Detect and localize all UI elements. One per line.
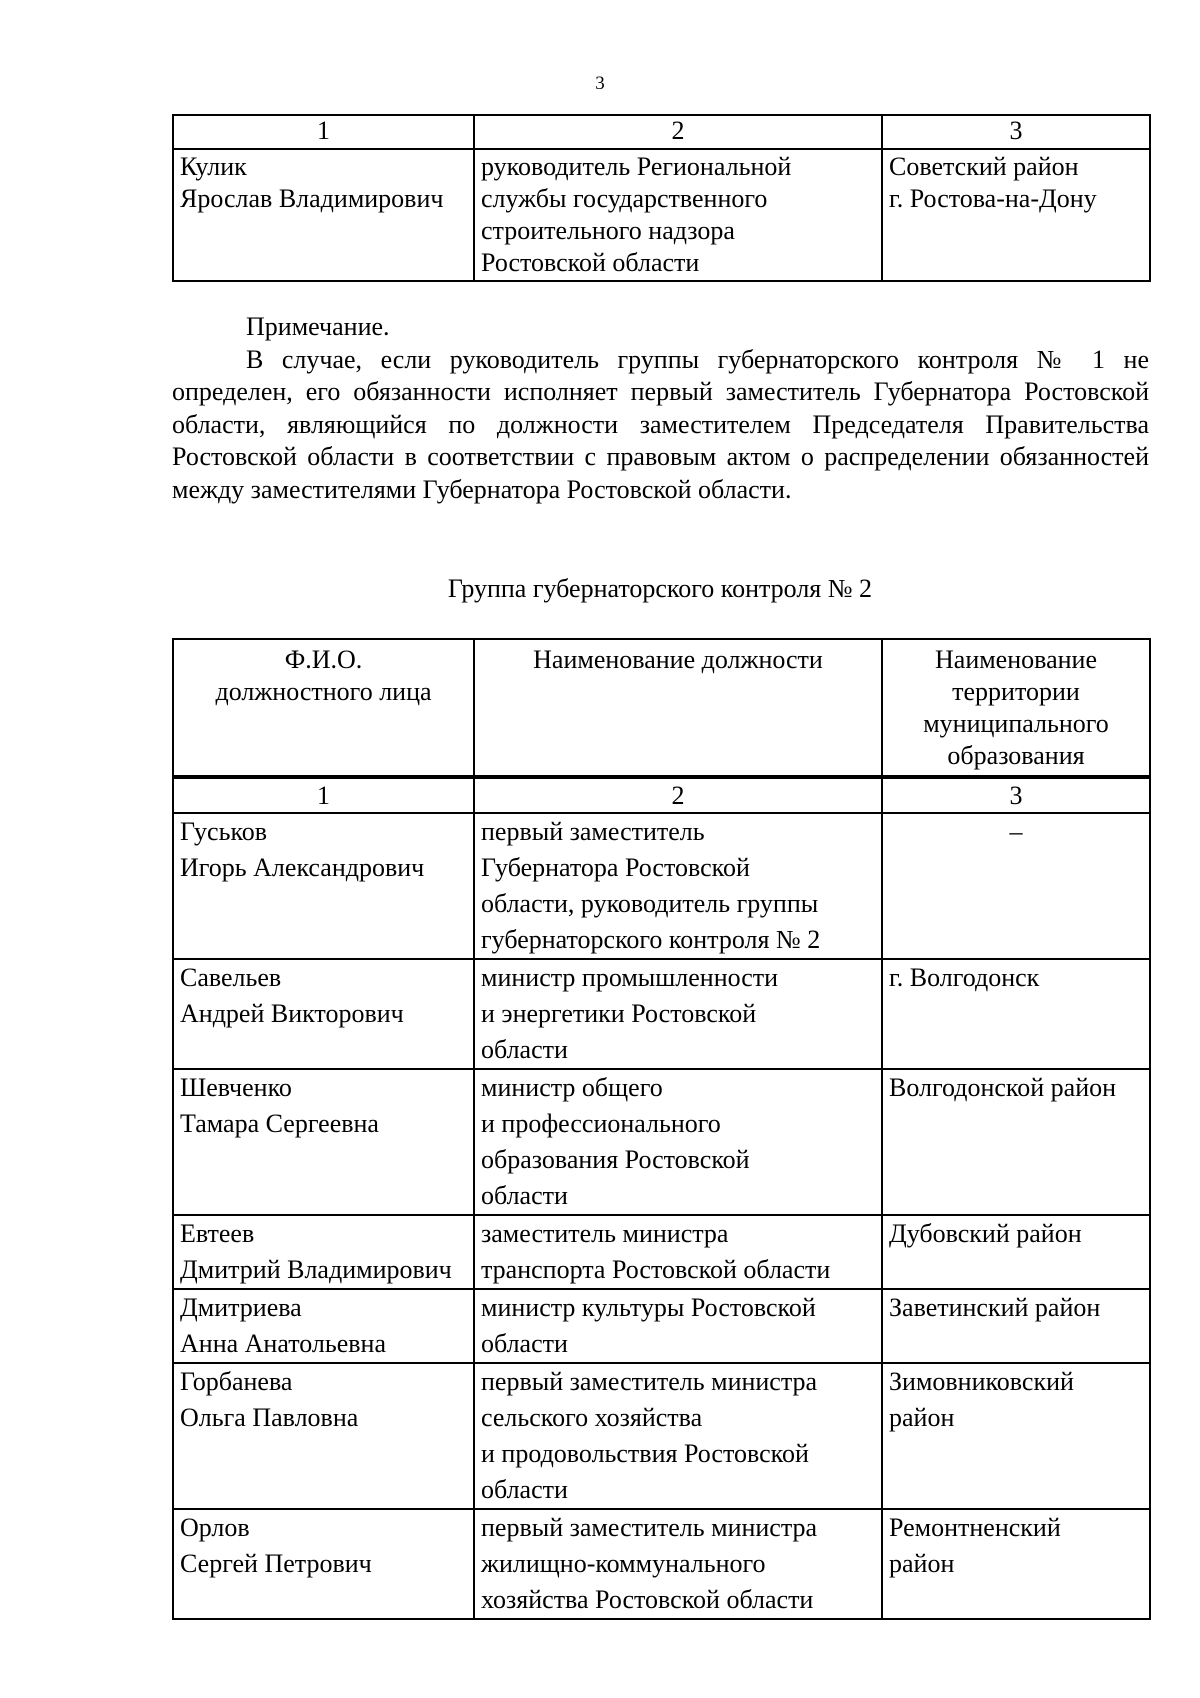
territory-line: район xyxy=(889,1549,955,1578)
name-line: Евтеев xyxy=(180,1219,255,1248)
officials-table-continued xyxy=(172,114,1151,282)
header-line: территории xyxy=(952,677,1080,706)
territory-line: Дубовский район xyxy=(889,1219,1082,1248)
position-cell xyxy=(474,813,882,959)
territory-line: район xyxy=(889,1403,955,1432)
header-line: Ф.И.О. xyxy=(284,645,363,674)
territory-cell xyxy=(882,959,1150,1069)
position-line: и энергетики Ростовской xyxy=(481,999,757,1028)
column-number-cell: 1 xyxy=(173,115,474,149)
name-line: Кулик xyxy=(180,152,247,181)
territory-line: – xyxy=(1009,817,1023,846)
position-line: образования Ростовской xyxy=(481,1145,750,1174)
table-row xyxy=(173,959,1150,1069)
column-number-cell: 2 xyxy=(474,777,882,813)
territory-line: Волгодонской район xyxy=(889,1073,1117,1102)
header-position xyxy=(474,639,882,777)
position-line: министр общего xyxy=(481,1073,663,1102)
position-line: Ростовской области xyxy=(481,248,700,277)
position-cell xyxy=(474,959,882,1069)
name-line: Андрей Викторович xyxy=(180,999,404,1028)
official-name-cell xyxy=(173,1363,474,1509)
position-cell xyxy=(474,1069,882,1215)
name-line: Шевченко xyxy=(180,1073,292,1102)
territory-cell xyxy=(882,1289,1150,1363)
position-line: строительного надзора xyxy=(481,216,735,245)
position-line: руководитель Региональной xyxy=(481,152,792,181)
position-cell xyxy=(474,1363,882,1509)
name-line: Сергей Петрович xyxy=(180,1549,372,1578)
table-row xyxy=(173,1363,1150,1509)
name-line: Орлов xyxy=(180,1513,250,1542)
table-row xyxy=(173,149,1150,281)
table-row xyxy=(173,1509,1150,1619)
column-number-row xyxy=(173,115,1150,149)
territory-cell xyxy=(882,1509,1150,1619)
position-line: первый заместитель министра xyxy=(481,1513,818,1542)
territory-line: г. Ростова-на-Дону xyxy=(889,184,1097,213)
header-territory xyxy=(882,639,1150,777)
position-line: Губернатора Ростовской xyxy=(481,853,750,882)
official-name-cell xyxy=(173,813,474,959)
official-name-cell xyxy=(173,959,474,1069)
position-line: области xyxy=(481,1181,568,1210)
territory-cell xyxy=(882,1363,1150,1509)
table-row xyxy=(173,1289,1150,1363)
territory-cell xyxy=(882,813,1150,959)
position-cell xyxy=(474,1215,882,1289)
territory-cell xyxy=(882,1069,1150,1215)
header-line: образования xyxy=(947,741,1085,770)
name-line: Савельев xyxy=(180,963,282,992)
header-line: Наименование xyxy=(935,645,1097,674)
column-number-row xyxy=(173,777,1150,813)
territory-line: Советский район xyxy=(889,152,1079,181)
position-line: области xyxy=(481,1475,568,1504)
header-line: должностного лица xyxy=(215,677,432,706)
name-line: Дмитрий Владимирович xyxy=(180,1255,452,1284)
name-line: Анна Анатольевна xyxy=(180,1329,386,1358)
name-line: Игорь Александрович xyxy=(180,853,425,882)
header-official-name xyxy=(173,639,474,777)
official-name-cell xyxy=(173,1509,474,1619)
official-name-cell xyxy=(173,149,474,281)
table-row xyxy=(173,1215,1150,1289)
table-header-row xyxy=(173,639,1150,777)
note-text: В случае, если руководитель группы губернаторского контроля № 1 не определен, его обязанности исполняет первый заместитель Губернатора Ростовской области, являющийся по должности заместителем Председателя Правительства Ростовской области в соответствии с правовым актом о распределении обязанностей между заместителями Губернатора Ростовской области. xyxy=(172,344,1149,504)
column-number-cell: 1 xyxy=(173,777,474,813)
name-line: Ярослав Владимирович xyxy=(180,184,444,213)
territory-line: Зимовниковский xyxy=(889,1367,1074,1396)
position-line: губернаторского контроля № 2 xyxy=(481,925,821,954)
column-number-cell: 3 xyxy=(882,777,1150,813)
territory-cell xyxy=(882,149,1150,281)
name-line: Гуськов xyxy=(180,817,268,846)
position-line: заместитель министра xyxy=(481,1219,729,1248)
column-number-cell: 3 xyxy=(882,115,1150,149)
position-cell xyxy=(474,1289,882,1363)
position-line: министр промышленности xyxy=(481,963,779,992)
position-cell xyxy=(474,149,882,281)
name-line: Дмитриева xyxy=(180,1293,302,1322)
note-section xyxy=(172,311,1149,507)
position-line: первый заместитель xyxy=(481,817,705,846)
territory-cell xyxy=(882,1215,1150,1289)
header-line: Наименование должности xyxy=(533,645,823,674)
name-line: Горбанева xyxy=(180,1367,293,1396)
position-line: и продовольствия Ростовской xyxy=(481,1439,809,1468)
position-line: области xyxy=(481,1035,568,1064)
official-name-cell xyxy=(173,1289,474,1363)
position-line: министр культуры Ростовской xyxy=(481,1293,816,1322)
header-line: муниципального xyxy=(923,709,1109,738)
territory-line: г. Волгодонск xyxy=(889,963,1040,992)
name-line: Тамара Сергеевна xyxy=(180,1109,379,1138)
page-number: 3 xyxy=(595,73,605,94)
name-line: Ольга Павловна xyxy=(180,1403,359,1432)
position-line: области, руководитель группы xyxy=(481,889,819,918)
position-line: хозяйства Ростовской области xyxy=(481,1585,814,1614)
official-name-cell xyxy=(173,1069,474,1215)
position-cell xyxy=(474,1509,882,1619)
group-2-officials-table xyxy=(172,638,1151,1620)
position-line: транспорта Ростовской области xyxy=(481,1255,831,1284)
position-line: первый заместитель министра xyxy=(481,1367,818,1396)
position-line: службы государственного xyxy=(481,184,768,213)
territory-line: Заветинский район xyxy=(889,1293,1101,1322)
table-row xyxy=(173,1069,1150,1215)
note-title: Примечание. xyxy=(246,312,390,341)
official-name-cell xyxy=(173,1215,474,1289)
position-line: жилищно-коммунального xyxy=(481,1549,766,1578)
position-line: сельского хозяйства xyxy=(481,1403,703,1432)
position-line: и профессионального xyxy=(481,1109,721,1138)
position-line: области xyxy=(481,1329,568,1358)
group-2-title: Группа губернаторского контроля № 2 xyxy=(447,574,873,603)
territory-line: Ремонтненский xyxy=(889,1513,1061,1542)
column-number-cell: 2 xyxy=(474,115,882,149)
table-row xyxy=(173,813,1150,959)
